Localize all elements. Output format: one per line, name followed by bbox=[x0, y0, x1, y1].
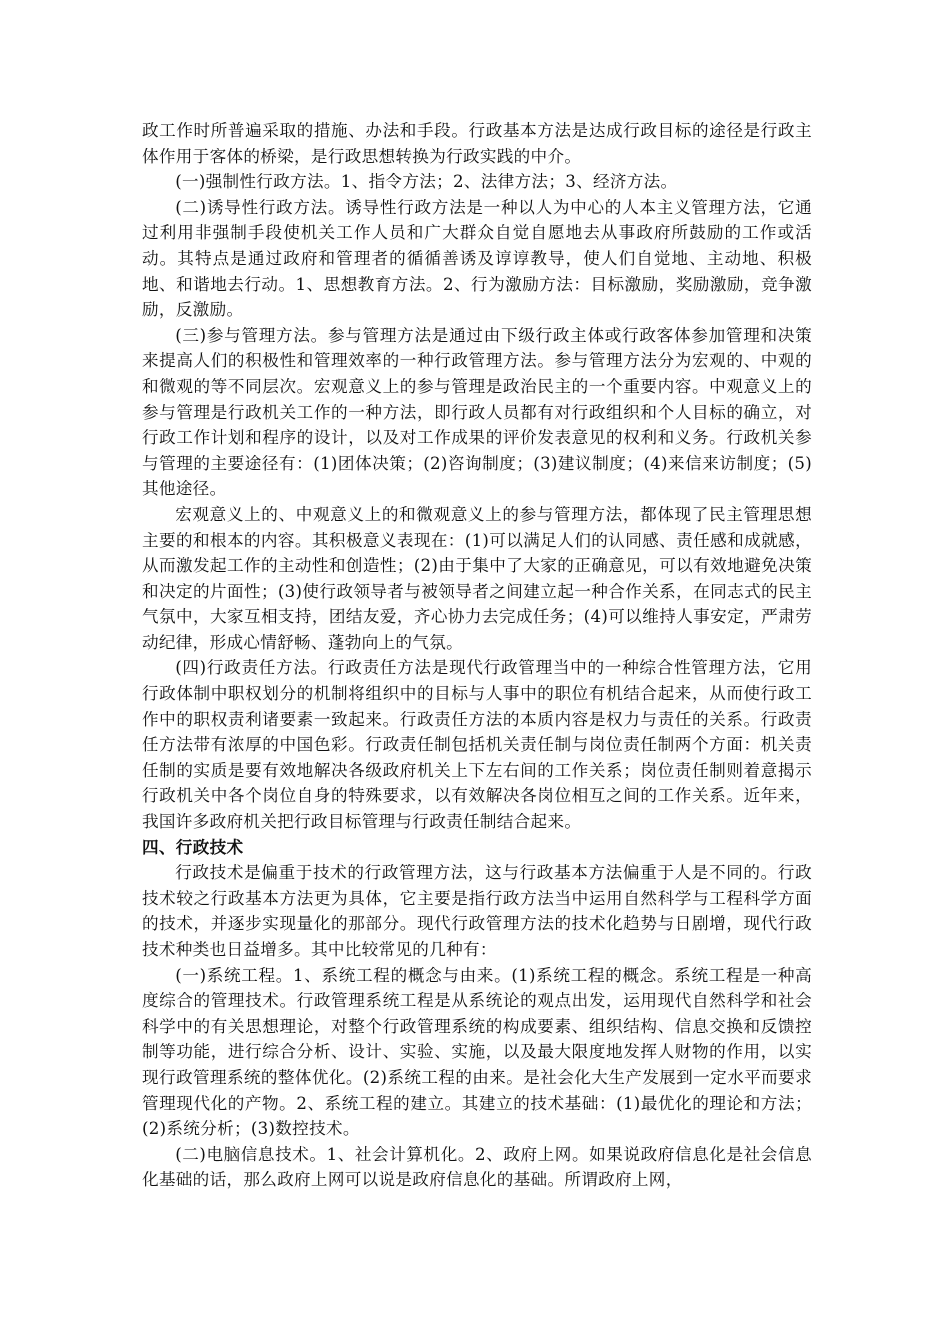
paragraph-systems-engineering: (一)系统工程。1、系统工程的概念与由来。(1)系统工程的概念。系统工程是一种高度综合的管理技术。行政管理系统工程是从系统论的观点出发，运用现代自然科学和社会科学中的有关思想理论，对整个行政管理系统的构成要素、组织结构、信息交换和反馈控制等功能，进行综合分析、设计、实验、实施，以及最大限度地发挥人财物的作用，以实现行政管理系统的整体优化。(2)系统工程的由来。是社会化大生产发展到一定水平而要求管理现代化的产物。2、系统工程的建立。其建立的技术基础：(1)最优化的理论和方法；(2)系统分析；(3)数控技术。 bbox=[142, 965, 812, 1139]
section-heading: 四、行政技术 bbox=[142, 837, 244, 857]
paragraph-responsibility-methods: (四)行政责任方法。行政责任方法是现代行政管理当中的一种综合性管理方法，它用行政体制中职权划分的机制将组织中的目标与人事中的职位有机结合起来，从而使行政工作中的职权责利诸要素一致起来。行政责任方法的本质内容是权力与责任的关系。行政责任方法带有浓厚的中国色彩。行政责任制包括机关责任制与岗位责任制两个方面：机关责任制的实质是要有效地解决各级政府机关上下左右间的工作关系；岗位责任制则着意揭示行政机关中各个岗位自身的特殊要求，以有效解决各岗位相互之间的工作关系。近年来，我国许多政府机关把行政目标管理与行政责任制结合起来。 bbox=[142, 658, 812, 832]
paragraph-admin-technology: 行政技术是偏重于技术的行政管理方法，这与行政基本方法偏重于人是不同的。行政技术较之行政基本方法更为具体，它主要是指行政方法当中运用自然科学与工程科学方面的技术，并逐步实现量化的那部分。现代行政管理方法的技术化趋势与日剧增，现代行政技术种类也日益增多。其中比较常见的几种有： bbox=[142, 863, 812, 959]
paragraph-participation-significance: 宏观意义上的、中观意义上的和微观意义上的参与管理方法，都体现了民主管理思想主要的和根本的内容。其积极意义表现在：(1)可以满足人们的认同感、责任感和成就感，从而激发起工作的主动性和创造性；(2)由于集中了大家的正确意见，可以有效地避免决策和决定的片面性；(3)使行政领导者与被领导者之间建立起一种合作关系，在同志式的民主气氛中，大家互相支持，团结友爱，齐心协力去完成任务；(4)可以维持人事安定，严肃劳动纪律，形成心情舒畅、蓬勃向上的气氛。 bbox=[142, 504, 812, 652]
paragraph-computer-info-tech: (二)电脑信息技术。1、社会计算机化。2、政府上网。如果说政府信息化是社会信息化基础的话，那么政府上网可以说是政府信息化的基础。所谓政府上网， bbox=[142, 1144, 812, 1190]
paragraph-participation-methods: (三)参与管理方法。参与管理方法是通过由下级行政主体或行政客体参加管理和决策来提高人们的积极性和管理效率的一种行政管理方法。参与管理方法分为宏观的、中观的和微观的等不同层次。宏观意义上的参与管理是政治民主的一个重要内容。中观意义上的参与管理是行政机关工作的一种方法，即行政人员都有对行政组织和个人目标的确立，对行政工作计划和程序的设计，以及对工作成果的评价发表意见的权利和义务。行政机关参与管理的主要途径有：(1)团体决策；(2)咨询制度；(3)建议制度；(4)来信来访制度；(5)其他途径。 bbox=[142, 325, 812, 499]
document-body bbox=[142, 118, 812, 1193]
paragraph-coercive-methods: (一)强制性行政方法。1、指令方法；2、法律方法；3、经济方法。 bbox=[175, 172, 678, 192]
paragraph-inducive-methods: (二)诱导性行政方法。诱导性行政方法是一种以人为中心的人本主义管理方法，它通过利用非强制手段使机关工作人员和广大群众自觉自愿地去从事政府所鼓励的工作或活动。其特点是通过政府和管理者的循循善诱及谆谆教导，使人们自觉地、主动地、积极地、和谐地去行动。1、思想教育方法。2、行为激励方法：目标激励，奖励激励，竞争激励，反激励。 bbox=[142, 197, 812, 320]
paragraph-intro-continuation: 政工作时所普遍采取的措施、办法和手段。行政基本方法是达成行政目标的途径是行政主体作用于客体的桥梁，是行政思想转换为行政实践的中介。 bbox=[142, 121, 812, 166]
